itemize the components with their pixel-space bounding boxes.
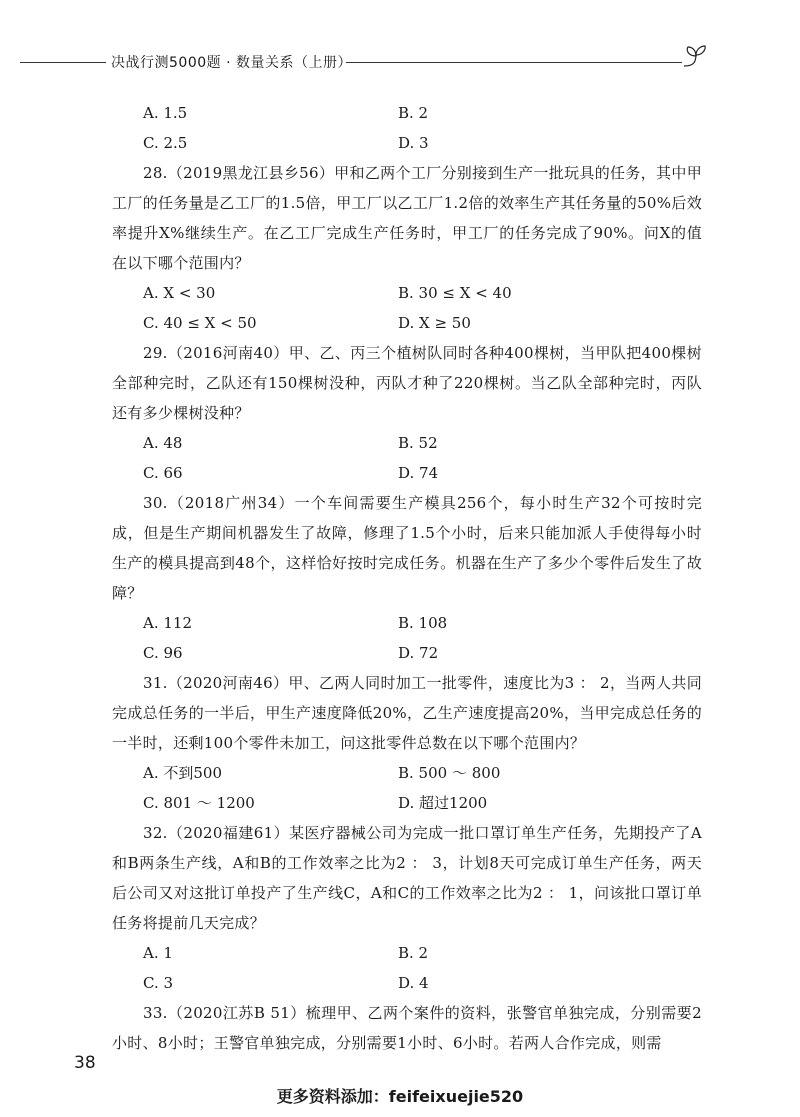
option-c: C. 66 [143,464,183,482]
option-b: B. 2 [398,944,429,962]
option-c: C. 2.5 [143,134,188,152]
option-row [112,308,702,338]
option-c: C. 96 [143,644,183,662]
option-d: D. 74 [398,464,439,482]
option-row [112,758,702,788]
question-28: 28.（2019黑龙江县乡56）甲和乙两个工厂分别接到生产一批玩具的任务，其中甲工厂的任务量是乙工厂的1.5倍，甲工厂以乙工厂1.2倍的效率生产其任务量的50%后效率提升X%继续生产。在乙工厂完成生产任务时，甲工厂的任务完成了90%。问X的值在以下哪个范围内？ [112,164,702,272]
header-rule-right [346,62,682,63]
option-a: A. 1 [143,944,173,962]
option-b: B. 30 ≤ X < 40 [398,284,512,302]
option-d: D. 4 [398,974,429,992]
option-b: B. 2 [398,104,429,122]
option-b: B. 52 [398,434,438,452]
question-29: 29.（2016河南40）甲、乙、丙三个植树队同时各种400棵树，当甲队把400棵树全部种完时，乙队还有150棵树没种，丙队才种了220棵树。当乙队全部种完时，丙队还有多少棵树没种？ [112,344,702,422]
option-row [112,938,702,968]
question-32: 32.（2020福建61）某医疗器械公司为完成一批口罩订单生产任务，先期投产了A和B两条生产线，A和B的工作效率之比为2 ： 3，计划8天可完成订单生产任务，两天后公司又对这批订单投产了生产线C，A和C的工作效率之比为2 ： 1，问该批口罩订单任务将提前几天完成？ [112,824,702,932]
option-d: D. X ≥ 50 [398,314,471,332]
option-row [112,98,702,128]
option-b: B. 500 ～ 800 [398,764,501,782]
page-content [112,98,702,1058]
question-31: 31.（2020河南46）甲、乙两人同时加工一批零件，速度比为3 ： 2，当两人共同完成总任务的一半后，甲生产速度降低20%，乙生产速度提高20%，当甲完成总任务的一半时，还剩100个零件未加工，问这批零件总数在以下哪个范围内？ [112,674,702,752]
question-33: 33.（2020江苏B 51）梳理甲、乙两个案件的资料，张警官单独完成，分别需要2小时、8小时；王警官单独完成，分别需要1小时、6小时。若两人合作完成，则需 [112,1004,702,1052]
option-c: C. 3 [143,974,174,992]
option-d: D. 72 [398,644,439,662]
option-row [112,608,702,638]
option-row [112,428,702,458]
sprout-icon [680,44,712,68]
question-30: 30.（2018广州34）一个车间需要生产模具256个，每小时生产32个可按时完成，但是生产期间机器发生了故障，修理了1.5个小时，后来只能加派人手使得每小时生产的模具提高到48个，这样恰好按时完成任务。机器在生产了多少个零件后发生了故障？ [112,494,702,602]
option-row [112,638,702,668]
option-a: A. 不到500 [143,764,222,782]
running-header [0,50,800,74]
page-number: 38 [74,1053,96,1073]
option-a: A. X < 30 [143,284,216,302]
option-row [112,278,702,308]
option-b: B. 108 [398,614,448,632]
footer-note: 更多资料添加：feifeixuejie520 [276,1087,524,1106]
option-d: D. 3 [398,134,429,152]
option-row [112,128,702,158]
option-c: C. 40 ≤ X < 50 [143,314,257,332]
option-row [112,788,702,818]
header-rule-left [20,62,106,63]
option-a: A. 1.5 [143,104,188,122]
option-a: A. 112 [143,614,192,632]
option-d: D. 超过1200 [398,794,488,812]
book-title: 决战行测5000题 · 数量关系（上册） [111,55,352,71]
option-a: A. 48 [143,434,183,452]
option-row [112,458,702,488]
option-row [112,968,702,998]
option-c: C. 801 ～ 1200 [143,794,255,812]
